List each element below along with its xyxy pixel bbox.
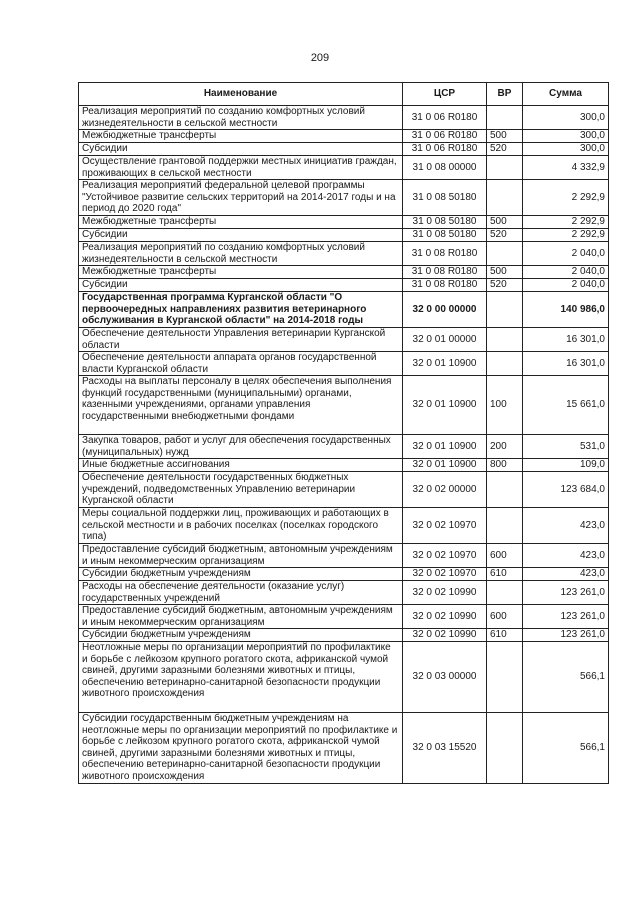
row-vr-cell [487,292,523,328]
row-csr-cell: 32 0 01 10900 [403,459,487,472]
row-vr-cell [487,508,523,544]
row-csr-cell: 31 0 08 50180 [403,180,487,216]
table-row [79,180,609,216]
row-name-cell: Обеспечение деятельности аппарата органов государственной власти Курганской области [79,352,403,376]
row-csr-cell: 31 0 06 R0180 [403,106,487,130]
row-name-cell: Субсидии [79,229,403,242]
table-row [79,216,609,229]
row-vr-cell [487,180,523,216]
row-sum-cell: 2 040,0 [523,266,609,279]
row-csr-cell: 31 0 08 00000 [403,156,487,180]
row-name-cell: Предоставление субсидий бюджетным, автономным учреждениям и иным некоммерческим организациям [79,605,403,629]
row-sum-cell: 15 661,0 [523,376,609,435]
header-sum: Сумма [523,83,609,106]
row-sum-cell: 423,0 [523,568,609,581]
row-csr-cell: 32 0 01 10900 [403,352,487,376]
row-sum-cell: 123 684,0 [523,472,609,508]
row-sum-cell: 423,0 [523,508,609,544]
row-vr-cell [487,156,523,180]
table-row [79,581,609,605]
row-csr-cell: 32 0 02 10970 [403,568,487,581]
table-row [79,713,609,784]
row-name-cell: Реализация мероприятий по созданию комфортных условий жизнедеятельности в сельской местности [79,242,403,266]
row-name-cell: Субсидии [79,279,403,292]
row-sum-cell: 2 040,0 [523,279,609,292]
table-body [79,106,609,784]
table-row [79,472,609,508]
row-name-cell: Межбюджетные трансферты [79,130,403,143]
budget-table [78,82,609,784]
row-name-cell: Межбюджетные трансферты [79,266,403,279]
row-csr-cell: 32 0 02 10970 [403,544,487,568]
row-vr-cell: 600 [487,605,523,629]
row-sum-cell: 300,0 [523,130,609,143]
row-name-cell: Реализация мероприятий федеральной целевой программы "Устойчивое развитие сельских территорий на 2014-2017 годы и на период до 2020 года" [79,180,403,216]
row-vr-cell: 100 [487,376,523,435]
row-sum-cell: 16 301,0 [523,352,609,376]
row-csr-cell: 31 0 06 R0180 [403,130,487,143]
table-row [79,156,609,180]
row-csr-cell: 32 0 02 10990 [403,605,487,629]
row-vr-cell [487,328,523,352]
row-name-cell: Иные бюджетные ассигнования [79,459,403,472]
row-vr-cell: 610 [487,568,523,581]
row-csr-cell: 32 0 01 10900 [403,435,487,459]
table-row [79,508,609,544]
row-name-cell: Субсидии государственным бюджетным учреждениям на неотложные меры по организации мероприятий по профилактике и борьбе с лейкозом крупного рогатого скота, африканской чумой свиней, другими заразными болезнями животных и птицы, обеспечению ветеринарно-санитарной безопасности продукции животного происхождения [79,713,403,784]
row-sum-cell: 2 292,9 [523,216,609,229]
row-csr-cell: 31 0 08 R0180 [403,279,487,292]
row-name-cell: Обеспечение деятельности государственных бюджетных учреждений, подведомственных Управлению ветеринарии Курганской области [79,472,403,508]
table-row [79,106,609,130]
row-vr-cell: 600 [487,544,523,568]
row-name-cell: Расходы на обеспечение деятельности (оказание услуг) государственных учреждений [79,581,403,605]
table-row [79,568,609,581]
row-vr-cell: 800 [487,459,523,472]
header-vr: ВР [487,83,523,106]
row-csr-cell: 31 0 08 50180 [403,216,487,229]
row-name-cell: Закупка товаров, работ и услуг для обеспечения государственных (муниципальных) нужд [79,435,403,459]
row-vr-cell [487,472,523,508]
table-row [79,435,609,459]
row-csr-cell: 32 0 02 10990 [403,629,487,642]
row-vr-cell [487,106,523,130]
row-name-cell: Предоставление субсидий бюджетным, автономным учреждениям и иным некоммерческим организациям [79,544,403,568]
row-sum-cell: 531,0 [523,435,609,459]
table-row [79,229,609,242]
row-csr-cell: 32 0 02 10970 [403,508,487,544]
row-sum-cell: 123 261,0 [523,605,609,629]
row-vr-cell [487,242,523,266]
row-vr-cell: 520 [487,279,523,292]
row-vr-cell [487,713,523,784]
row-sum-cell: 16 301,0 [523,328,609,352]
row-sum-cell: 2 040,0 [523,242,609,266]
table-row [79,292,609,328]
row-vr-cell: 500 [487,130,523,143]
row-csr-cell: 31 0 08 50180 [403,229,487,242]
page-number: 209 [310,52,330,64]
row-name-cell: Осуществление грантовой поддержки местных инициатив граждан, проживающих в сельской местности [79,156,403,180]
row-name-cell: Субсидии [79,143,403,156]
table-row [79,328,609,352]
table-row [79,459,609,472]
row-csr-cell: 31 0 08 R0180 [403,266,487,279]
row-name-cell: Обеспечение деятельности Управления ветеринарии Курганской области [79,328,403,352]
row-sum-cell: 123 261,0 [523,629,609,642]
row-name-cell: Расходы на выплаты персоналу в целях обеспечения выполнения функций государственными (муниципальными) органами, казенными учреждениями, органами управления государственными внебюджетными фондами [79,376,403,435]
row-csr-cell: 32 0 00 00000 [403,292,487,328]
row-name-cell: Неотложные меры по организации мероприятий по профилактике и борьбе с лейкозом крупного рогатого скота, африканской чумой свиней, другими заразными болезнями животных и птицы, обеспечению ветеринарно-санитарной безопасности продукции животного происхождения [79,642,403,713]
header-csr: ЦСР [403,83,487,106]
table-row [79,242,609,266]
row-sum-cell: 109,0 [523,459,609,472]
row-csr-cell: 32 0 01 00000 [403,328,487,352]
row-sum-cell: 140 986,0 [523,292,609,328]
table-row [79,629,609,642]
row-name-cell: Реализация мероприятий по созданию комфортных условий жизнедеятельности в сельской местности [79,106,403,130]
row-vr-cell: 610 [487,629,523,642]
table-row [79,279,609,292]
table-row [79,143,609,156]
row-vr-cell: 500 [487,266,523,279]
row-csr-cell: 31 0 08 R0180 [403,242,487,266]
row-vr-cell: 200 [487,435,523,459]
row-vr-cell: 500 [487,216,523,229]
row-csr-cell: 32 0 02 00000 [403,472,487,508]
row-name-cell: Государственная программа Курганской области "О первоочередных направлениях развития ветеринарного обслуживания в Курганской области" на 2014-2018 годы [79,292,403,328]
row-sum-cell: 300,0 [523,143,609,156]
row-sum-cell: 2 292,9 [523,180,609,216]
row-sum-cell: 566,1 [523,713,609,784]
row-name-cell: Субсидии бюджетным учреждениям [79,568,403,581]
table-row [79,352,609,376]
table-row [79,642,609,713]
row-name-cell: Меры социальной поддержки лиц, проживающих и работающих в сельской местности и в рабочих поселках (поселках городского типа) [79,508,403,544]
table-row [79,130,609,143]
row-csr-cell: 32 0 03 00000 [403,642,487,713]
table-row [79,266,609,279]
header-name: Наименование [79,83,403,106]
row-sum-cell: 423,0 [523,544,609,568]
row-vr-cell [487,352,523,376]
table-row [79,376,609,435]
table-header-row [79,83,609,106]
row-csr-cell: 32 0 03 15520 [403,713,487,784]
row-vr-cell: 520 [487,143,523,156]
row-sum-cell: 300,0 [523,106,609,130]
row-vr-cell [487,642,523,713]
row-sum-cell: 4 332,9 [523,156,609,180]
table-row [79,605,609,629]
row-name-cell: Межбюджетные трансферты [79,216,403,229]
table-row [79,544,609,568]
row-sum-cell: 566,1 [523,642,609,713]
row-vr-cell [487,581,523,605]
row-csr-cell: 32 0 01 10900 [403,376,487,435]
row-sum-cell: 123 261,0 [523,581,609,605]
row-csr-cell: 32 0 02 10990 [403,581,487,605]
row-sum-cell: 2 292,9 [523,229,609,242]
row-vr-cell: 520 [487,229,523,242]
row-csr-cell: 31 0 06 R0180 [403,143,487,156]
row-name-cell: Субсидии бюджетным учреждениям [79,629,403,642]
